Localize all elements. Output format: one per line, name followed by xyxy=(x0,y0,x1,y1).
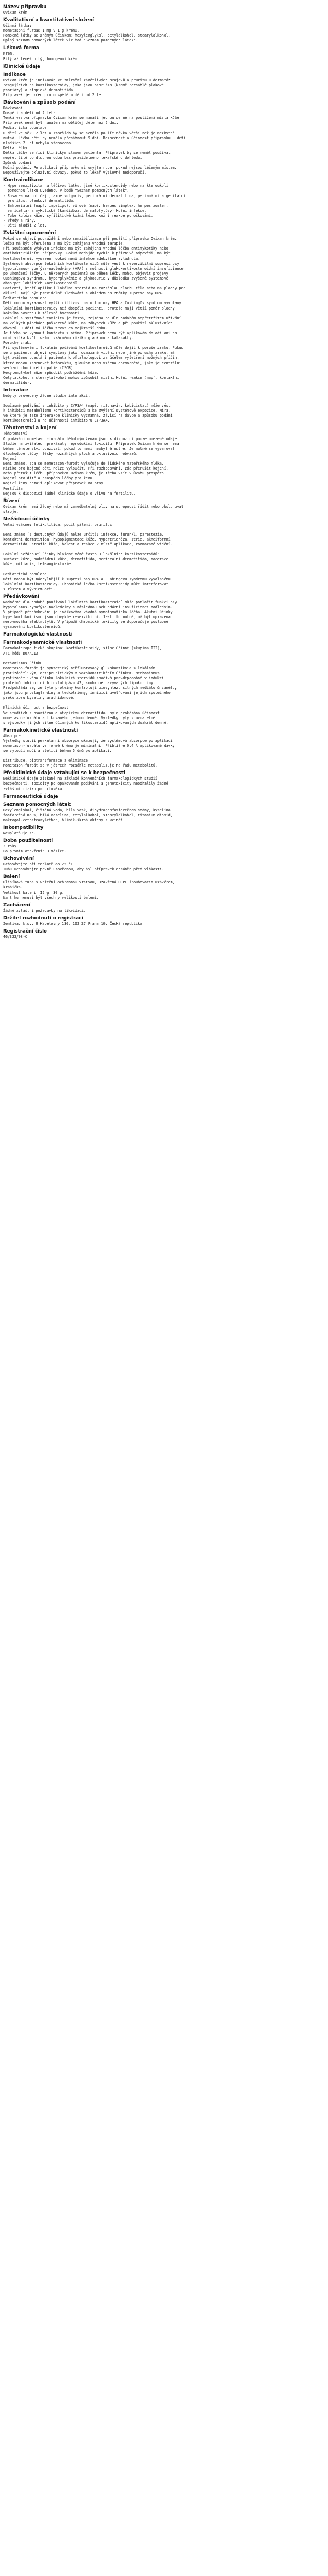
section-title: Farmakodynamické vlastnosti xyxy=(3,640,83,646)
section-line: lokálními kortikosteroidy. Chronická léčba kortikosteroidy může interferovat xyxy=(3,581,168,586)
section-title: Zacházení xyxy=(3,902,30,908)
section xyxy=(3,388,325,423)
section-line: Na trhu nemusí být všechny velikosti balení. xyxy=(3,895,99,900)
section-title: Držitel rozhodnutí o registraci xyxy=(3,915,84,921)
section-line: suchost kůže, podráždění kůže, dermatitida, periorální dermatitida, macerace xyxy=(3,557,168,562)
section-line: protizánětlivým, antipruritickým a vazokonstrikčním účinkem. Mechanismus xyxy=(3,670,160,675)
section-line: Tubu uchovávejte pevně uzavřenou, aby byl přípravek chráněn před vlhkostí. xyxy=(3,867,164,872)
section-line: léčba má být přerušena a má být zahájena vhodná terapie. xyxy=(3,241,125,246)
section-line: jako jsou prostaglandiny a leukotrieny, inhibicí uvolňování jejich společného xyxy=(3,691,171,696)
section-line: nerovnováha elektrolytů. V případě chronické toxicity se doporučuje postupné xyxy=(3,620,168,625)
section-line: na velkých plochách poškozené kůže, na záhybech kůže a při použití okluzivních xyxy=(3,320,173,325)
section-line: Kojící ženy nemají aplikovat přípravek na prsy. xyxy=(3,481,106,486)
section-line: Pokud se objeví podráždění nebo senzibilizace při použití přípravku Ovixan krém, xyxy=(3,236,177,241)
section-line: s výsledky jiných silně účinných kortikosteroidů aplikovaných dvakrát denně. xyxy=(3,720,168,725)
section-line: Pediatrická populace xyxy=(3,572,47,577)
section-title: Interakce xyxy=(3,388,28,393)
section-line: Poruchy zraku xyxy=(3,341,32,346)
section-line: serózní chorioretinopatie (CSCR). xyxy=(3,365,75,370)
section-line: Při současném výskytu infekce má být zahájena vhodná léčba antimykotiky nebo xyxy=(3,246,168,251)
section-line: varicella) a mykotické (kandidóza, dermatofytózy) kožní infekce. xyxy=(3,208,147,213)
section-line: Krém. xyxy=(3,51,14,56)
section-line: absorpce lokálních kortikosteroidů. xyxy=(3,281,79,286)
section-line: Hliníková tuba s vnitřní ochrannou vrstvou, uzavřená HDPE šroubovacím uzávěrem, xyxy=(3,880,175,885)
section-line: Hexylenglykol může způsobit podráždění kůže. xyxy=(3,370,99,375)
section-title: Kvalitativní a kvantitativní složení xyxy=(3,17,95,23)
section-line: Kožní podání. Po aplikaci přípravku si umyjte ruce, pokud nejsou léčeným místem. xyxy=(3,165,177,170)
section-line: Riziko pro kojené děti nelze vyloučit. Při rozhodování, zda přerušit kojení, xyxy=(3,466,168,471)
section-line: bezpečnosti, toxicity po opakovaném podávání a genotoxicity neodhalily žádné xyxy=(3,781,168,786)
section xyxy=(3,770,325,791)
section xyxy=(3,72,325,98)
section-line: Úplný seznam pomocných látek viz bod "Seznam pomocných látek". xyxy=(3,38,138,43)
section-line: mometasoni furoas 1 mg v 1 g krému. xyxy=(3,28,79,33)
section xyxy=(3,838,325,854)
section-line: Lokální nežádoucí účinky hlášené méně často u lokálních kortikosteroidů: xyxy=(3,552,160,557)
section-line: U dětí ve věku 2 let a starších by se neměla použít dávka větší než je nezbytně xyxy=(3,130,175,135)
section-line xyxy=(3,656,325,661)
section-line: ve které je tato interakce klinicky významná, závisí na dávce a způsobu podání xyxy=(3,413,173,418)
section-line: kortikosteroidů a na účinnosti inhibitoru CYP3A4. xyxy=(3,418,110,423)
section-line: Klinická účinnost a bezpečnost xyxy=(3,705,69,710)
section-line: dermatitidu). xyxy=(3,380,32,385)
section-line: antibakteriálními přípravky. Pokud nedojde rychle k příznivé odpovědi, má být xyxy=(3,251,171,256)
section-line: k inhibici metabolismu kortikosteroidů a ke zvýšení systémové expozice. Míra, xyxy=(3,408,171,413)
section-line: Nebyly provedeny žádné studie interakcí. xyxy=(3,394,90,398)
section-line: Po prvním otevření: 3 měsíce. xyxy=(3,849,67,854)
section-line: Ve studiích s psoriázou a atopickou dermatitidou byla prokázána účinnost xyxy=(3,710,160,715)
section-line: Absorpce xyxy=(3,733,21,738)
section xyxy=(3,17,325,43)
section-line: prekurzoru kyseliny arachidonové. xyxy=(3,696,75,701)
section-line: dlouhodobé léčby, léčby rozsáhlých ploch a okluzivních obvazů. xyxy=(3,451,138,456)
section-line: Mometason-furoát je syntetický neřfluorovaný glukokortikoid s lokálním xyxy=(3,666,155,670)
section-title: Předklinické údaje vztahující se k bezpečnosti xyxy=(3,770,125,776)
section-line: kortikosteroid vysazen, dokud není infekce adekvátně zvládnuta. xyxy=(3,256,140,261)
section-title: Předávkování xyxy=(3,593,39,600)
section-line: kontaktní dermatitida, hypopigmentace kůže, hypertrichóza, strie, akneiformní xyxy=(3,537,171,542)
section xyxy=(3,856,325,872)
section-line: ATC kód: D07AC13 xyxy=(3,651,38,656)
section xyxy=(3,4,325,15)
section-line: které mohou zahrnovat kataraktu, glaukom nebo vzácná onemocnění, jako je centrální xyxy=(3,360,181,365)
section-line: Ovixan krém xyxy=(3,10,27,15)
section-line xyxy=(3,527,325,532)
section-line: kojení pro dítě a prospěch léčby pro ženu. xyxy=(3,476,95,481)
section-line: s růstem a vývojem dětí. xyxy=(3,586,56,591)
section-line: Pediatrická populace xyxy=(3,126,47,130)
section-line: Těhotenství xyxy=(3,431,27,436)
section-line: kůže, miliaria, teleangiektazie. xyxy=(3,562,73,567)
section-title: Léková forma xyxy=(3,45,39,51)
section-line: - Hypersenzitivita na léčivou látku, jiné kortikosteroidy nebo na kteroukoli xyxy=(3,183,168,188)
section-title: Zvláštní upozornění xyxy=(3,230,56,236)
section-line: Předpokládá se, že tyto proteiny kontrolují biosyntézu silných mediátorů zánětu, xyxy=(3,686,177,691)
section-line: Přípravek je určen pro dospělé a děti od 2 let. xyxy=(3,92,106,97)
section-line: lokálními kortikosteroidy než dospělí pacienti, protože mají větší poměr plochy xyxy=(3,306,175,311)
section-title: Registrační číslo xyxy=(3,928,47,934)
section-line: - Děti mladší 2 let. xyxy=(3,223,47,228)
document xyxy=(0,0,328,944)
section-line: po ukončení léčby. U některých pacientů se během léčby mohou objevit projevy xyxy=(3,271,168,276)
section-line: Kojení xyxy=(3,456,16,461)
section-line: Fertilita xyxy=(3,486,23,491)
section-line: Cetylalkohol a stearylalkohol mohou způsobit místní kožní reakce (např. kontaktní xyxy=(3,375,179,380)
section-line xyxy=(3,567,325,572)
section-title: Farmaceutické údaje xyxy=(3,793,58,799)
section-line: nutná. Léčba dětí by neměla přesáhnout 5 dní. Bezpečnost a účinnost přípravku u dětí xyxy=(3,135,186,140)
section-line: reagujících na kortikosteroidy, jako jsou psoriáza (kromě rozsáhlé plakové xyxy=(3,82,164,87)
section-title: Název přípravku xyxy=(3,4,47,10)
section xyxy=(3,640,325,725)
section-line: se vyloučí močí a stolicí během 5 dnů po aplikaci. xyxy=(3,749,112,753)
section-line: Přípravek nemá být nanášen na obličej déle než 5 dní. xyxy=(3,121,119,126)
section xyxy=(3,498,325,514)
section-line: Nepoužívejte okluzivní obvazy, pokud to lékař výslovně nedoporučí. xyxy=(3,170,147,175)
section xyxy=(3,903,325,913)
section xyxy=(3,45,325,61)
section-line: Výsledky studií perkutánní absorpce ukazují, že systémová absorpce po aplikaci xyxy=(3,738,173,743)
section-line: Uchovávejte při teplotě do 25 °C. xyxy=(3,862,75,867)
section-line: Délka léčby se řídí klinickým stavem pacienta. Přípravek by se neměl používat xyxy=(3,150,171,155)
section-line: Je třeba se vyhnout kontaktu s očima. Přípravek nemá být aplikován do očí ani na xyxy=(3,330,177,335)
section-title: Farmakokinetické vlastnosti xyxy=(3,727,78,733)
section-title: Seznam pomocných látek xyxy=(3,802,71,808)
section-title: Balení xyxy=(3,874,20,880)
section-title: Řízení xyxy=(3,498,20,504)
section-line: mladších 2 let nebyla stanovena. xyxy=(3,140,73,145)
section-line: Distribuce, biotransformace a eliminace xyxy=(3,758,88,763)
section-line: Neklinické údaje získané na základě konvenčních farmakologických studií xyxy=(3,776,157,781)
section-line: Současné podávání s inhibitory CYP3A4 (např. ritonavir, kobicistat) může vést xyxy=(3,403,171,408)
section-line: Nadměrné dlouhodobé používání lokálních kortikosteroidů může potlačit funkci osy xyxy=(3,600,177,604)
section-line: proteinů inhibujících fosfolipázu A2, souhrnně nazývaných lipokortiny. xyxy=(3,681,155,686)
section-line: být zváženo odeslání pacienta k oftalmologovi za účelem vyšetření možných příčin, xyxy=(3,355,179,360)
section-line: se u pacienta objeví symptomy jako rozmazané vidění nebo jiné poruchy zraku, má xyxy=(3,351,175,355)
section-line xyxy=(3,701,325,705)
section-line: Hexylenglykol, čištěná voda, bílá vosk, dihydrogenfosforečnan sodný, kyselina xyxy=(3,808,171,812)
section-line: zvláštní riziko pro člověka. xyxy=(3,786,65,791)
section xyxy=(3,916,325,927)
section-line: Velikost balení: 15 g, 30 g. xyxy=(3,890,65,895)
section-line: Systémová absorpce lokálních kortikosteroidů může vést k reverzibilní supresi osy xyxy=(3,261,179,266)
section xyxy=(3,425,325,496)
section-title: Dávkování a způsob podání xyxy=(3,100,76,106)
section-line: mometason-furoátu ve formě krému je minimální. Přibližně 0,4 % aplikované dávky xyxy=(3,743,175,748)
section-line: Velmi vzácné: folikulitida, pocit pálení, pruritus. xyxy=(3,522,114,527)
section-line: Cushingova syndromu, hyperglykémie a glykosurie v důsledku zvýšené systémové xyxy=(3,276,168,281)
section-line: Dospělí a děti od 2 let: xyxy=(3,111,56,116)
section-line: Ovixan krém nemá žádný nebo má zanedbatelný vliv na schopnost řídit nebo obsluhovat xyxy=(3,504,184,509)
section-line: stroje. xyxy=(3,509,19,514)
section-line: hypotalamus-hypofýza-nadledviny s následnou sekundární insuficiencí nadledvin. xyxy=(3,605,173,609)
section-line: nepřetržitě po dlouhou dobu bez pravidelného lékařského dohledu. xyxy=(3,155,143,160)
section-line: - Vředy a rány. xyxy=(3,218,36,223)
section-line: vysazování kortikosteroidů. xyxy=(3,625,62,630)
section-title: Těhotenství a kojení xyxy=(3,425,57,431)
section-line xyxy=(3,753,325,758)
section-line: Mometason-furoát se v játrech rozsáhle metabolizuje na řadu metabolitů. xyxy=(3,763,157,768)
section-line xyxy=(3,547,325,552)
section-line: kožního povrchu k tělesné hmotnosti. xyxy=(3,311,81,316)
section-line: protizánětlivého účinku lokálních steroidů spočívá pravděpodobně v indukci xyxy=(3,675,164,680)
section xyxy=(3,794,325,800)
section-line: makrogol-cetostearylether, hliník-škrob oktenylsukcinát. xyxy=(3,817,125,822)
section xyxy=(3,632,325,638)
section-line: Děti mohou vykazovat vyšší citlivost na útlum osy HPA a Cushingův syndrom vyvolaný xyxy=(3,301,181,306)
section-title: Indikace xyxy=(3,72,26,78)
section-line: - Rosacea na obličeji, akné vulgaris, periorální dermatitida, perianální a genitální xyxy=(3,193,186,198)
section-line: psoriázy) a atopická dermatitida. xyxy=(3,87,75,92)
section-title: Inkompatibility xyxy=(3,824,44,830)
section-line: okluzí, mají být pravidelně sledováni s ohledem na známky suprese osy HPA. xyxy=(3,291,164,296)
section-line: Účinná látka: xyxy=(3,23,32,28)
section-line: - Bakteriální (např. impetigo), virové (např. herpes simplex, herpes zoster, xyxy=(3,203,168,208)
section-line: Farmakoterapeutická skupina: kortikosteroidy, silně účinné (skupina III), xyxy=(3,646,162,651)
section-line: Pediatrická populace xyxy=(3,296,47,301)
section-line: Zentiva, k.s., U Kabelovny 130, 102 37 Praha 10, Česká republika xyxy=(3,921,143,926)
section-line: hyperkortikoidismu jsou obvykle reverzibilní. Je-li to nutné, má být upravena xyxy=(3,615,171,620)
section-title: Klinické údaje xyxy=(3,63,40,69)
section-line: Žádné zvláštní požadavky na likvidaci. xyxy=(3,908,86,913)
section-line: Mechanismus účinku xyxy=(3,661,43,666)
section xyxy=(3,874,325,900)
section xyxy=(3,64,325,70)
section-title: Doba použitelnosti xyxy=(3,838,54,844)
section-line: dermatitida, atrofie kůže, bolest a reakce v místě aplikace, rozmazané vidění. xyxy=(3,542,173,547)
section-line: mometason-furoátu aplikovaného jednou denně. Výsledky byly srovnatelné xyxy=(3,715,155,720)
section-line: obvazů. U dětí má léčba trvat co nejkratší dobu. xyxy=(3,325,108,330)
section xyxy=(3,177,325,228)
section-line: Tenká vrstva přípravku Ovixan krém se nanáší jednou denně na postižená místa kůže. xyxy=(3,116,181,121)
section-line: Není známo (z dostupných údajů nelze určit): infekce, furunkl, parestezie, xyxy=(3,532,164,537)
section xyxy=(3,929,325,940)
section-line: Bílý až téměř bílý, homogenní krém. xyxy=(3,56,79,61)
section-line: O podávání mometason-furoátu těhotným ženám jsou k dispozici pouze omezené údaje. xyxy=(3,436,179,441)
section-title: Kontraindikace xyxy=(3,177,44,183)
section-line: pruritus, plenková dermatitida. xyxy=(3,198,75,203)
section-line: krabička. xyxy=(3,885,23,890)
section-title: Farmakologické vlastnosti xyxy=(3,632,73,638)
section-line: Nejsou k dispozici žádné klinické údaje o vlivu na fertilitu. xyxy=(3,491,136,496)
section-line: hypotalamus-hypofýza-nadledviny (HPA) s možností glukokortikosteroidní insuficience xyxy=(3,266,184,271)
section xyxy=(3,230,325,385)
section-line: pomocnou látku uvedenou v bodě "Seznam pomocných látek". xyxy=(3,188,130,193)
section-line: Délka léčby xyxy=(3,145,27,150)
section-line: Způsob podání xyxy=(3,161,32,165)
section-line: fosforečná 85 %, bílá vazelína, cetylalkohol, stearylalkohol, titanium dioxid, xyxy=(3,812,173,817)
section-line: Pacienti, kteří aplikují lokální steroid na rozsáhlou plochu těla nebo na plochy pod xyxy=(3,286,186,291)
section-line: - Tuberkulóza kůže, syfilitické kožní léze, kožní reakce po očkování. xyxy=(3,213,153,218)
section xyxy=(3,728,325,769)
section-line: Pomocné látky se známým účinkem: hexylenglykol, cetylalkohol, stearylalkohol. xyxy=(3,33,171,38)
section xyxy=(3,100,325,175)
section xyxy=(3,802,325,823)
section xyxy=(3,594,325,630)
section-line: Dávkování xyxy=(3,106,23,111)
section-title: Nežádoucí účinky xyxy=(3,516,50,522)
section-line xyxy=(3,399,325,403)
section-line: Není známo, zda se mometason-furoát vylučuje do lidského mateřského mléka. xyxy=(3,461,164,466)
section-line: oční víčka kvůli velmi vzácnému riziku glaukomu a katarakty. xyxy=(3,336,134,341)
section-line: během těhotenství používat, pokud to není nezbytně nutné. Je nutné se vyvarovat xyxy=(3,446,175,451)
section-line: Děti mohou být náchylnější k supresi osy HPA a Cushingovu syndromu vyvolanému xyxy=(3,577,171,581)
section-line: Při systémovém i lokálním podávání kortikosteroidů může dojít k poruše zraku. Pokud xyxy=(3,346,184,351)
section xyxy=(3,517,325,592)
section-line: V případě předávkování je indikována vhodná symptomatická léčba. Akutní účinky xyxy=(3,610,173,615)
section-line: 46/322/08-C xyxy=(3,934,27,939)
section-title: Uchovávání xyxy=(3,856,34,862)
section-line: Ovixan krém je indikován ke zmírnění zánětlivých projevů a pruritu u dermatóz xyxy=(3,78,171,82)
section-line: Neuplatňuje se. xyxy=(3,830,36,835)
section-line: Studie na zvířatech prokázaly reprodukční toxicitu. Přípravek Ovixan krém se nemá xyxy=(3,441,179,446)
section-line: 2 roky. xyxy=(3,844,19,848)
section-line: nebo přerušit léčbu přípravkem Ovixan krém, je třeba vzít v úvahu prospěch xyxy=(3,471,164,476)
section xyxy=(3,825,325,836)
section-line: Lokální a systémová toxicita je častá, zejména po dlouhodobém nepřetržitém užívání xyxy=(3,316,181,320)
